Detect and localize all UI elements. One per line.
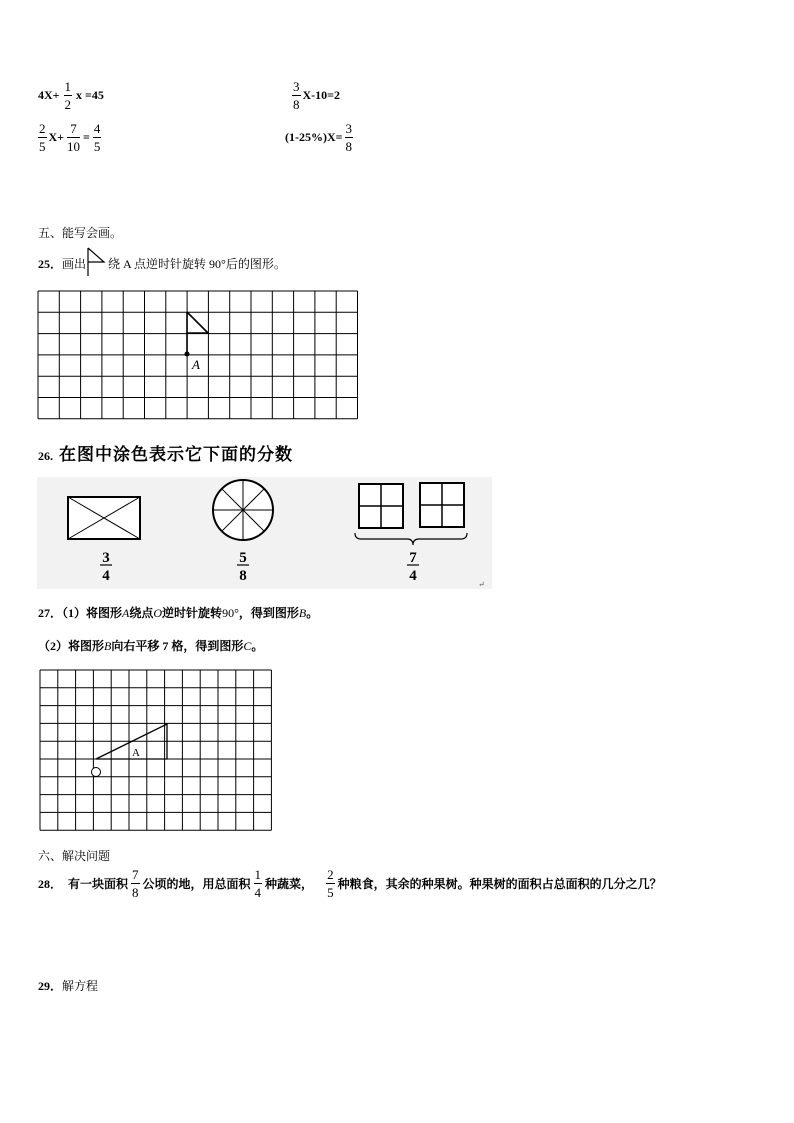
question-number: 28． [38, 877, 63, 891]
equation-3 [38, 122, 101, 153]
paragraph-mark-icon: ↵ [478, 580, 485, 589]
equation-1 [38, 80, 104, 111]
fraction-1-numerator: 3 [102, 550, 110, 566]
rectangle-figure [68, 497, 140, 539]
fraction-2-numerator: 5 [239, 550, 247, 566]
question-number: 26. [38, 449, 53, 463]
question-27-line-2: （2）将图形B向右平移 7 格，得到图形C。 [38, 639, 264, 653]
q26-figures [37, 477, 492, 589]
flag-shape-icon [86, 247, 108, 277]
grid-q25 [37, 290, 361, 421]
triangle-a-label: A [132, 747, 140, 759]
fraction-3-denominator: 4 [409, 568, 417, 584]
equation-2 [292, 80, 340, 111]
fraction: $\frac{2}{5}$ [327, 867, 334, 900]
point-o [92, 768, 101, 777]
fraction: $\frac{7}{10}$ [67, 121, 81, 154]
question-25 [38, 257, 286, 271]
equation-text: = [83, 130, 90, 144]
fraction: $\frac{1}{4}$ [254, 867, 262, 900]
circle-figure [213, 480, 273, 540]
equation-text: 4X+ [38, 88, 60, 102]
equation-text: (1-25%)X= [285, 130, 343, 144]
question-28: 28． 有一块面积 $\frac{7}{8}$ 公顷的地，用总面积 $\frac{1}{4}$ 种蔬菜， $\frac{2}{5}$ 种粮食，其余的种果树。种果树的面积占总面积的几分之几？ [38, 867, 662, 900]
question-title: 在图中涂色表示它下面的分数 [59, 445, 293, 464]
question-number: 25． [38, 257, 63, 271]
section-6-title: 六、解决问题 [38, 849, 111, 863]
fraction-2-denominator: 8 [239, 568, 247, 584]
point-a-label: A [192, 357, 200, 372]
fraction: $\frac{4}{5}$ [93, 121, 101, 154]
point-a [185, 352, 190, 357]
fraction: $\frac{3}{8}$ [293, 79, 300, 112]
equation-text: X+ [48, 130, 65, 144]
equation-text: X-10=2 [302, 88, 340, 102]
fraction: $\frac{2}{5}$ [39, 121, 46, 154]
fraction-1-denominator: 4 [102, 568, 110, 584]
fraction: $\frac{7}{8}$ [132, 867, 139, 900]
flag-figure [187, 312, 208, 354]
question-26 [38, 440, 293, 465]
question-number: 29． [38, 979, 63, 993]
grid-q27 [39, 669, 276, 833]
fraction: $\frac{3}{8}$ [345, 121, 352, 154]
question-29: 29．解方程 [38, 979, 99, 993]
section-5-title: 五、能写会画。 [38, 226, 123, 240]
equation-text: x =45 [76, 88, 104, 102]
question-text: 画出 [62, 257, 87, 271]
equation-4 [285, 122, 353, 153]
fraction-3-numerator: 7 [409, 550, 417, 566]
fraction: $\frac{1}{2}$ [64, 79, 72, 112]
question-text: 绕 A 点逆时针旋转 90°后的图形。 [108, 257, 286, 271]
question-27-line-1: 27．（1）将图形A绕点O逆时针旋转90°，得到图形B。 [38, 606, 319, 620]
